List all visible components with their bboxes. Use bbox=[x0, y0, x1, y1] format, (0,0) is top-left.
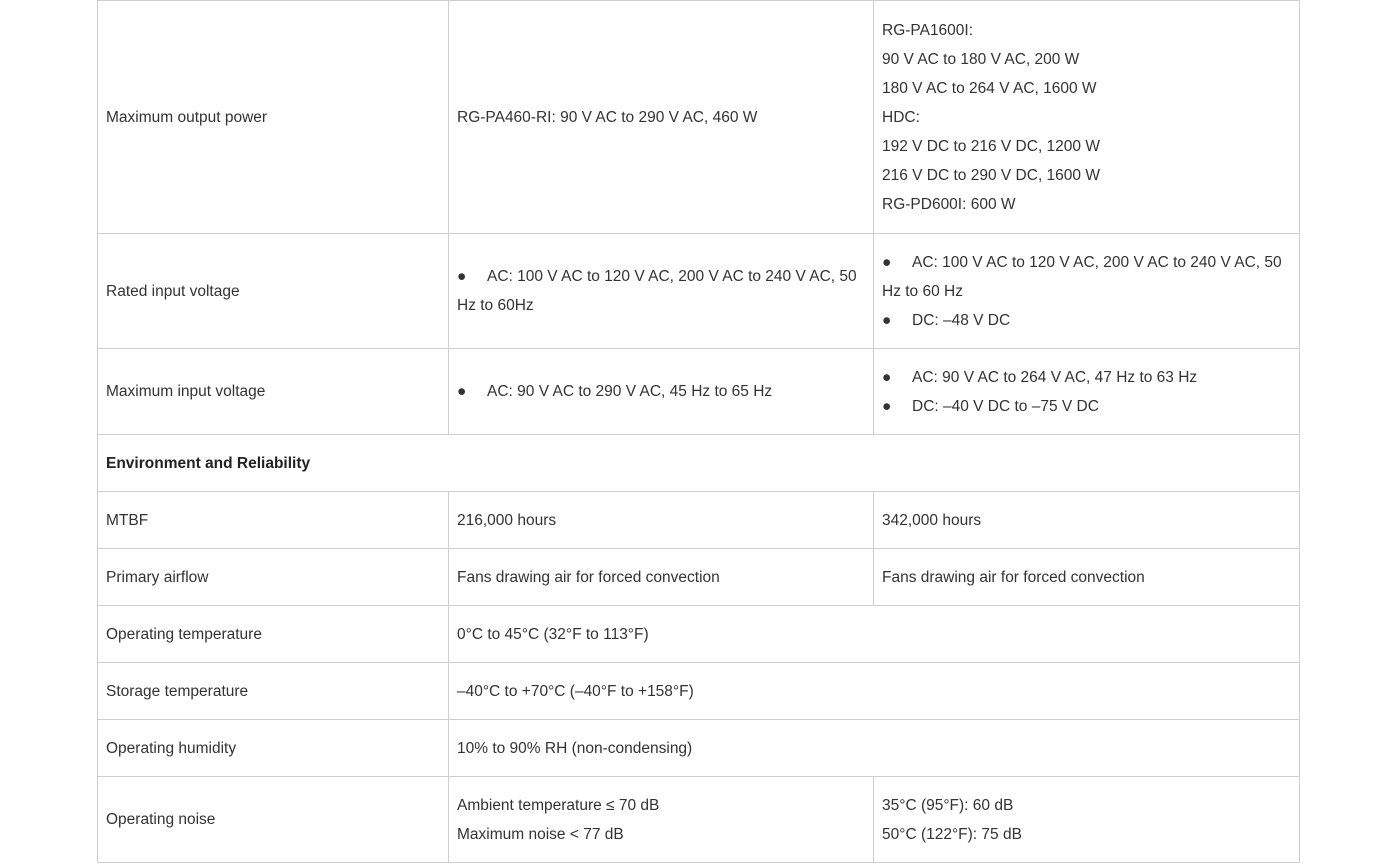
cell-value: –40°C to +70°C (–40°F to +158°F) bbox=[449, 663, 1300, 720]
spec-table bbox=[97, 0, 1300, 863]
cell-line: 192 V DC to 216 V DC, 1200 W bbox=[882, 137, 1100, 155]
row-label: Rated input voltage bbox=[98, 234, 449, 349]
row-label: Storage temperature bbox=[98, 663, 449, 720]
cell-value: 0°C to 45°C (32°F to 113°F) bbox=[449, 606, 1300, 663]
table-row bbox=[98, 606, 1300, 663]
row-label: MTBF bbox=[98, 492, 449, 549]
table-row bbox=[98, 549, 1300, 606]
cell-value: 342,000 hours bbox=[874, 492, 1300, 549]
cell-value: Fans drawing air for forced convection bbox=[449, 549, 874, 606]
cell-line: RG-PD600I: 600 W bbox=[882, 195, 1016, 213]
cell-value: 216,000 hours bbox=[449, 492, 874, 549]
table-row bbox=[98, 720, 1300, 777]
cell-value: 10% to 90% RH (non-condensing) bbox=[449, 720, 1300, 777]
bullet-icon: ● bbox=[882, 397, 892, 415]
table-row bbox=[98, 1, 1300, 234]
row-label: Operating noise bbox=[98, 777, 449, 863]
bullet-item: ● AC: 90 V AC to 264 V AC, 47 Hz to 63 Hz bbox=[882, 363, 1291, 392]
bullet-item: ● AC: 100 V AC to 120 V AC, 200 V AC to 240 V AC, 50 Hz to 60Hz bbox=[457, 262, 865, 320]
bullet-icon: ● bbox=[457, 383, 467, 400]
bullet-icon: ● bbox=[882, 311, 892, 329]
cell-bullet-list bbox=[449, 234, 874, 349]
cell-line: RG-PA1600I: bbox=[882, 21, 974, 39]
cell-bullet-list bbox=[449, 349, 874, 435]
bullet-item: ● AC: 100 V AC to 120 V AC, 200 V AC to 240 V AC, 50 Hz to 60 Hz bbox=[882, 248, 1291, 306]
cell-line: 180 V AC to 264 V AC, 1600 W bbox=[882, 79, 1097, 97]
table-row bbox=[98, 349, 1300, 435]
table-row bbox=[98, 492, 1300, 549]
cell-value: RG-PA460-RI: 90 V AC to 290 V AC, 460 W bbox=[449, 1, 874, 234]
row-label: Primary airflow bbox=[98, 549, 449, 606]
row-label: Maximum output power bbox=[98, 1, 449, 234]
cell-value-list bbox=[874, 777, 1300, 863]
table-row bbox=[98, 663, 1300, 720]
bullet-item: ● AC: 90 V AC to 290 V AC, 45 Hz to 65 Hz bbox=[457, 377, 865, 406]
section-header-row bbox=[98, 435, 1300, 492]
cell-value: Fans drawing air for forced convection bbox=[874, 549, 1300, 606]
bullet-item: ● DC: –48 V DC bbox=[882, 306, 1291, 335]
cell-bullet-list bbox=[874, 234, 1300, 349]
row-label: Maximum input voltage bbox=[98, 349, 449, 435]
section-heading: Environment and Reliability bbox=[98, 435, 1300, 492]
cell-line: Ambient temperature ≤ 70 dB bbox=[457, 796, 660, 814]
cell-line: 35°C (95°F): 60 dB bbox=[882, 796, 1014, 814]
cell-line: Maximum noise < 77 dB bbox=[457, 825, 624, 843]
cell-line: 216 V DC to 290 V DC, 1600 W bbox=[882, 166, 1100, 184]
table-row bbox=[98, 234, 1300, 349]
cell-bullet-list bbox=[874, 349, 1300, 435]
bullet-item: ● DC: –40 V DC to –75 V DC bbox=[882, 392, 1291, 421]
row-label: Operating temperature bbox=[98, 606, 449, 663]
bullet-icon: ● bbox=[882, 253, 892, 271]
bullet-icon: ● bbox=[882, 368, 892, 386]
cell-line: 90 V AC to 180 V AC, 200 W bbox=[882, 50, 1080, 68]
table-row bbox=[98, 777, 1300, 863]
cell-value-list bbox=[449, 777, 874, 863]
cell-value-list bbox=[874, 1, 1300, 234]
cell-line: HDC: bbox=[882, 108, 920, 126]
bullet-icon: ● bbox=[457, 268, 467, 285]
row-label: Operating humidity bbox=[98, 720, 449, 777]
cell-line: 50°C (122°F): 75 dB bbox=[882, 825, 1022, 843]
